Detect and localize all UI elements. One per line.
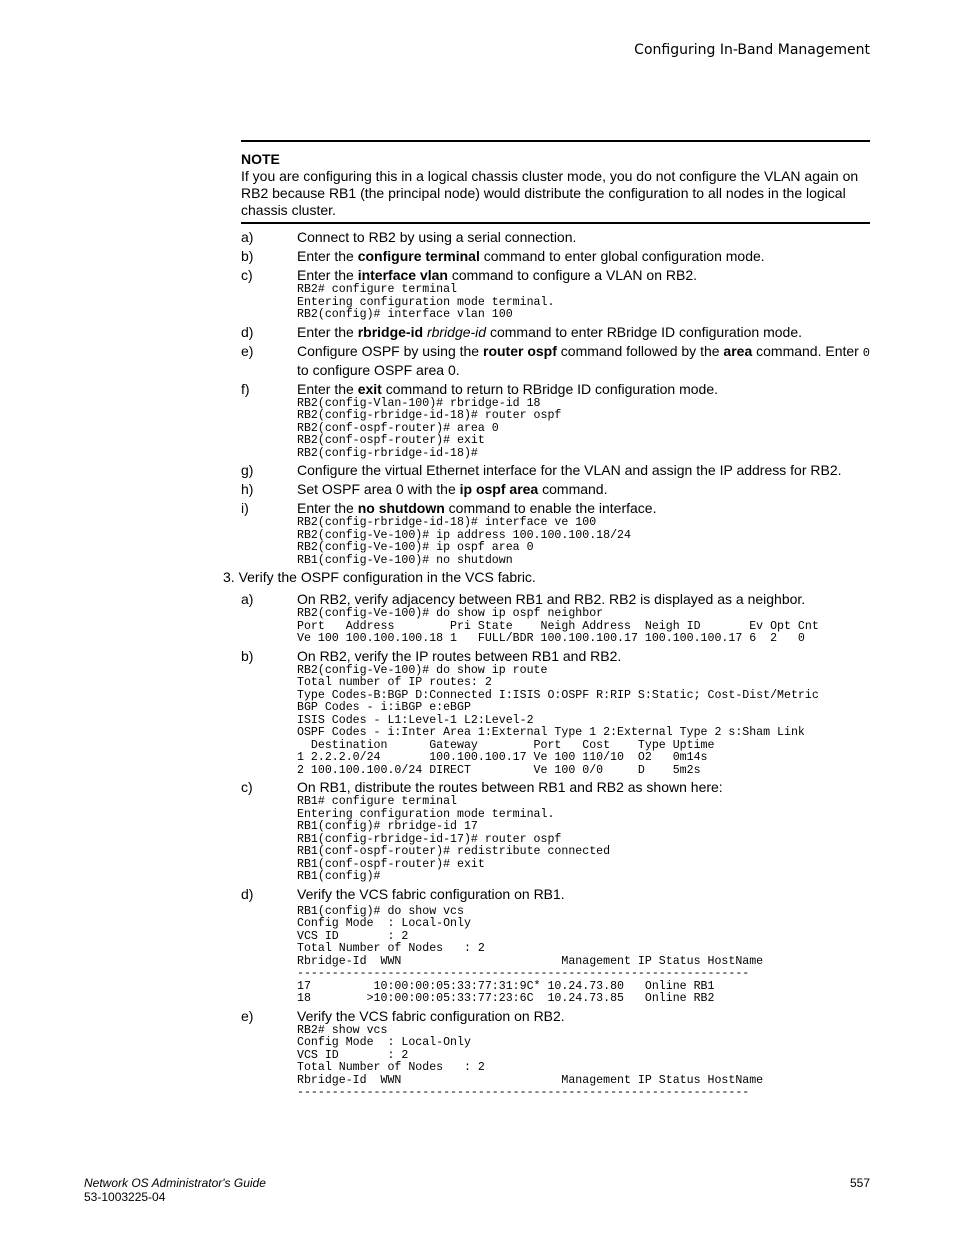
code-block: RB2# configure terminal Entering configuration mode terminal. RB2(config)# interface vlan 100: [297, 283, 555, 321]
step-d-verify-vcs-rb1: d) Verify the VCS fabric configuration on RB1.: [241, 885, 565, 902]
footer-title: Network OS Administrator's Guide: [84, 1176, 266, 1190]
code-block: RB2(config-Ve-100)# do show ip route Total number of IP routes: 2 Type Codes-B:BGP D:Connected I:ISIS O:OSPF R:RIP S:Static; Cost-Dist/Metric BGP Codes - i:iBGP e:eBGP ISIS Codes - L1:Level-1 L2:Level-2 OSPF Codes - i:Inter Area 1:External Type 1 2:External Type 2 s:Sham Link Destination Gateway Port Cost Type Uptime 1 2.2.2.0/24 100.100.100.17 Ve 100 110/10 O2 0m14s 2 100.100.100.0/24 DIRECT Ve 100 0/0 D 5m2s: [297, 663, 819, 777]
step-c-interface-vlan: c) Enter the interface vlan command to configure a VLAN on RB2.: [241, 267, 697, 283]
code-block: RB2# show vcs Config Mode : Local-Only VCS ID : 2 Total Number of Nodes : 2 Rbridge-Id WWN Management IP Status HostName -----------------------------------------------------------------: [297, 1023, 764, 1099]
code-block: RB2(config-rbridge-id-18)# interface ve 100 RB2(config-Ve-100)# ip address 100.100.100.18/24 RB2(config-Ve-100)# ip ospf area 0 RB1(config-Ve-100)# no shutdown: [297, 516, 631, 567]
note-body: If you are configuring this in a logical chassis cluster mode, you do not configure the VLAN again on RB2 because RB1 (the principal node) would distribute the configuration to all nodes in the logical chassis cluster.: [241, 168, 859, 218]
procedure-content: [0, 227, 954, 1102]
step-e-verify-vcs-rb2: e) Verify the VCS fabric configuration on RB2.: [241, 1007, 565, 1024]
step-a-connect: a) Connect to RB2 by using a serial connection.: [241, 229, 577, 245]
step-i-no-shutdown: i) Enter the no shutdown command to enable the interface.: [241, 500, 657, 516]
step-3-verify-ospf: 3. Verify the OSPF configuration in the VCS fabric.: [223, 569, 536, 585]
note-title: NOTE: [241, 151, 280, 167]
step-e-router-ospf: e) Configure OSPF by using the router ospf command followed by the area command. Enter 0 to configure OSPF area 0.: [241, 342, 870, 378]
step-b-configure-terminal: b) Enter the configure terminal command to enter global configuration mode.: [241, 248, 765, 264]
step-f-exit: f) Enter the exit command to return to RBridge ID configuration mode.: [241, 380, 718, 397]
note-box: [241, 140, 870, 224]
step-b-verify-routes: b) On RB2, verify the IP routes between RB1 and RB2.: [241, 647, 622, 664]
footer-document-info: [84, 1176, 266, 1204]
code-block: RB1(config)# do show vcs Config Mode : Local-Only VCS ID : 2 Total Number of Nodes : 2 Rbridge-Id WWN Management IP Status HostName ----------------------------------------------------------------- 17 10:00:00:05:33:77:31:9C* 10.24.73.80 Online RB1 18 >10:00:00:05:33:77:23:6C 10.24.73.85 Online RB2: [297, 904, 764, 1005]
step-h-ip-ospf-area: h) Set OSPF area 0 with the ip ospf area command.: [241, 481, 608, 497]
running-header: Configuring In-Band Management: [634, 42, 870, 58]
code-block: RB1# configure terminal Entering configuration mode terminal. RB1(config)# rbridge-id 17 RB1(config-rbridge-id-17)# router ospf RB1(conf-ospf-router)# redistribute connected RB1(conf-ospf-router)# exit RB1(config)#: [297, 795, 611, 883]
code-block: RB2(config-Vlan-100)# rbridge-id 18 RB2(config-rbridge-id-18)# router ospf RB2(conf-ospf-router)# area 0 RB2(conf-ospf-router)# exit RB2(config-rbridge-id-18)#: [297, 396, 562, 460]
step-g-virtual-ethernet: g) Configure the virtual Ethernet interface for the VLAN and assign the IP address for RB2.: [241, 462, 842, 478]
footer-doc-number: 53-1003225-04: [84, 1190, 166, 1204]
page-number: 557: [849, 1176, 870, 1190]
step-d-rbridge-id: d) Enter the rbridge-id rbridge-id command to enter RBridge ID configuration mode.: [241, 323, 803, 340]
code-block: RB2(config-Ve-100)# do show ip ospf neighbor Port Address Pri State Neigh Address Neigh ID Ev Opt Cnt Ve 100 100.100.100.18 1 FULL/BDR 100.100.100.17 100.100.100.17 6 2 0: [297, 607, 819, 645]
step-a-verify-adjacency: a) On RB2, verify adjacency between RB1 and RB2. RB2 is displayed as a neighbor.: [241, 591, 806, 607]
step-c-distribute-routes: c) On RB1, distribute the routes between RB1 and RB2 as shown here:: [241, 779, 723, 795]
